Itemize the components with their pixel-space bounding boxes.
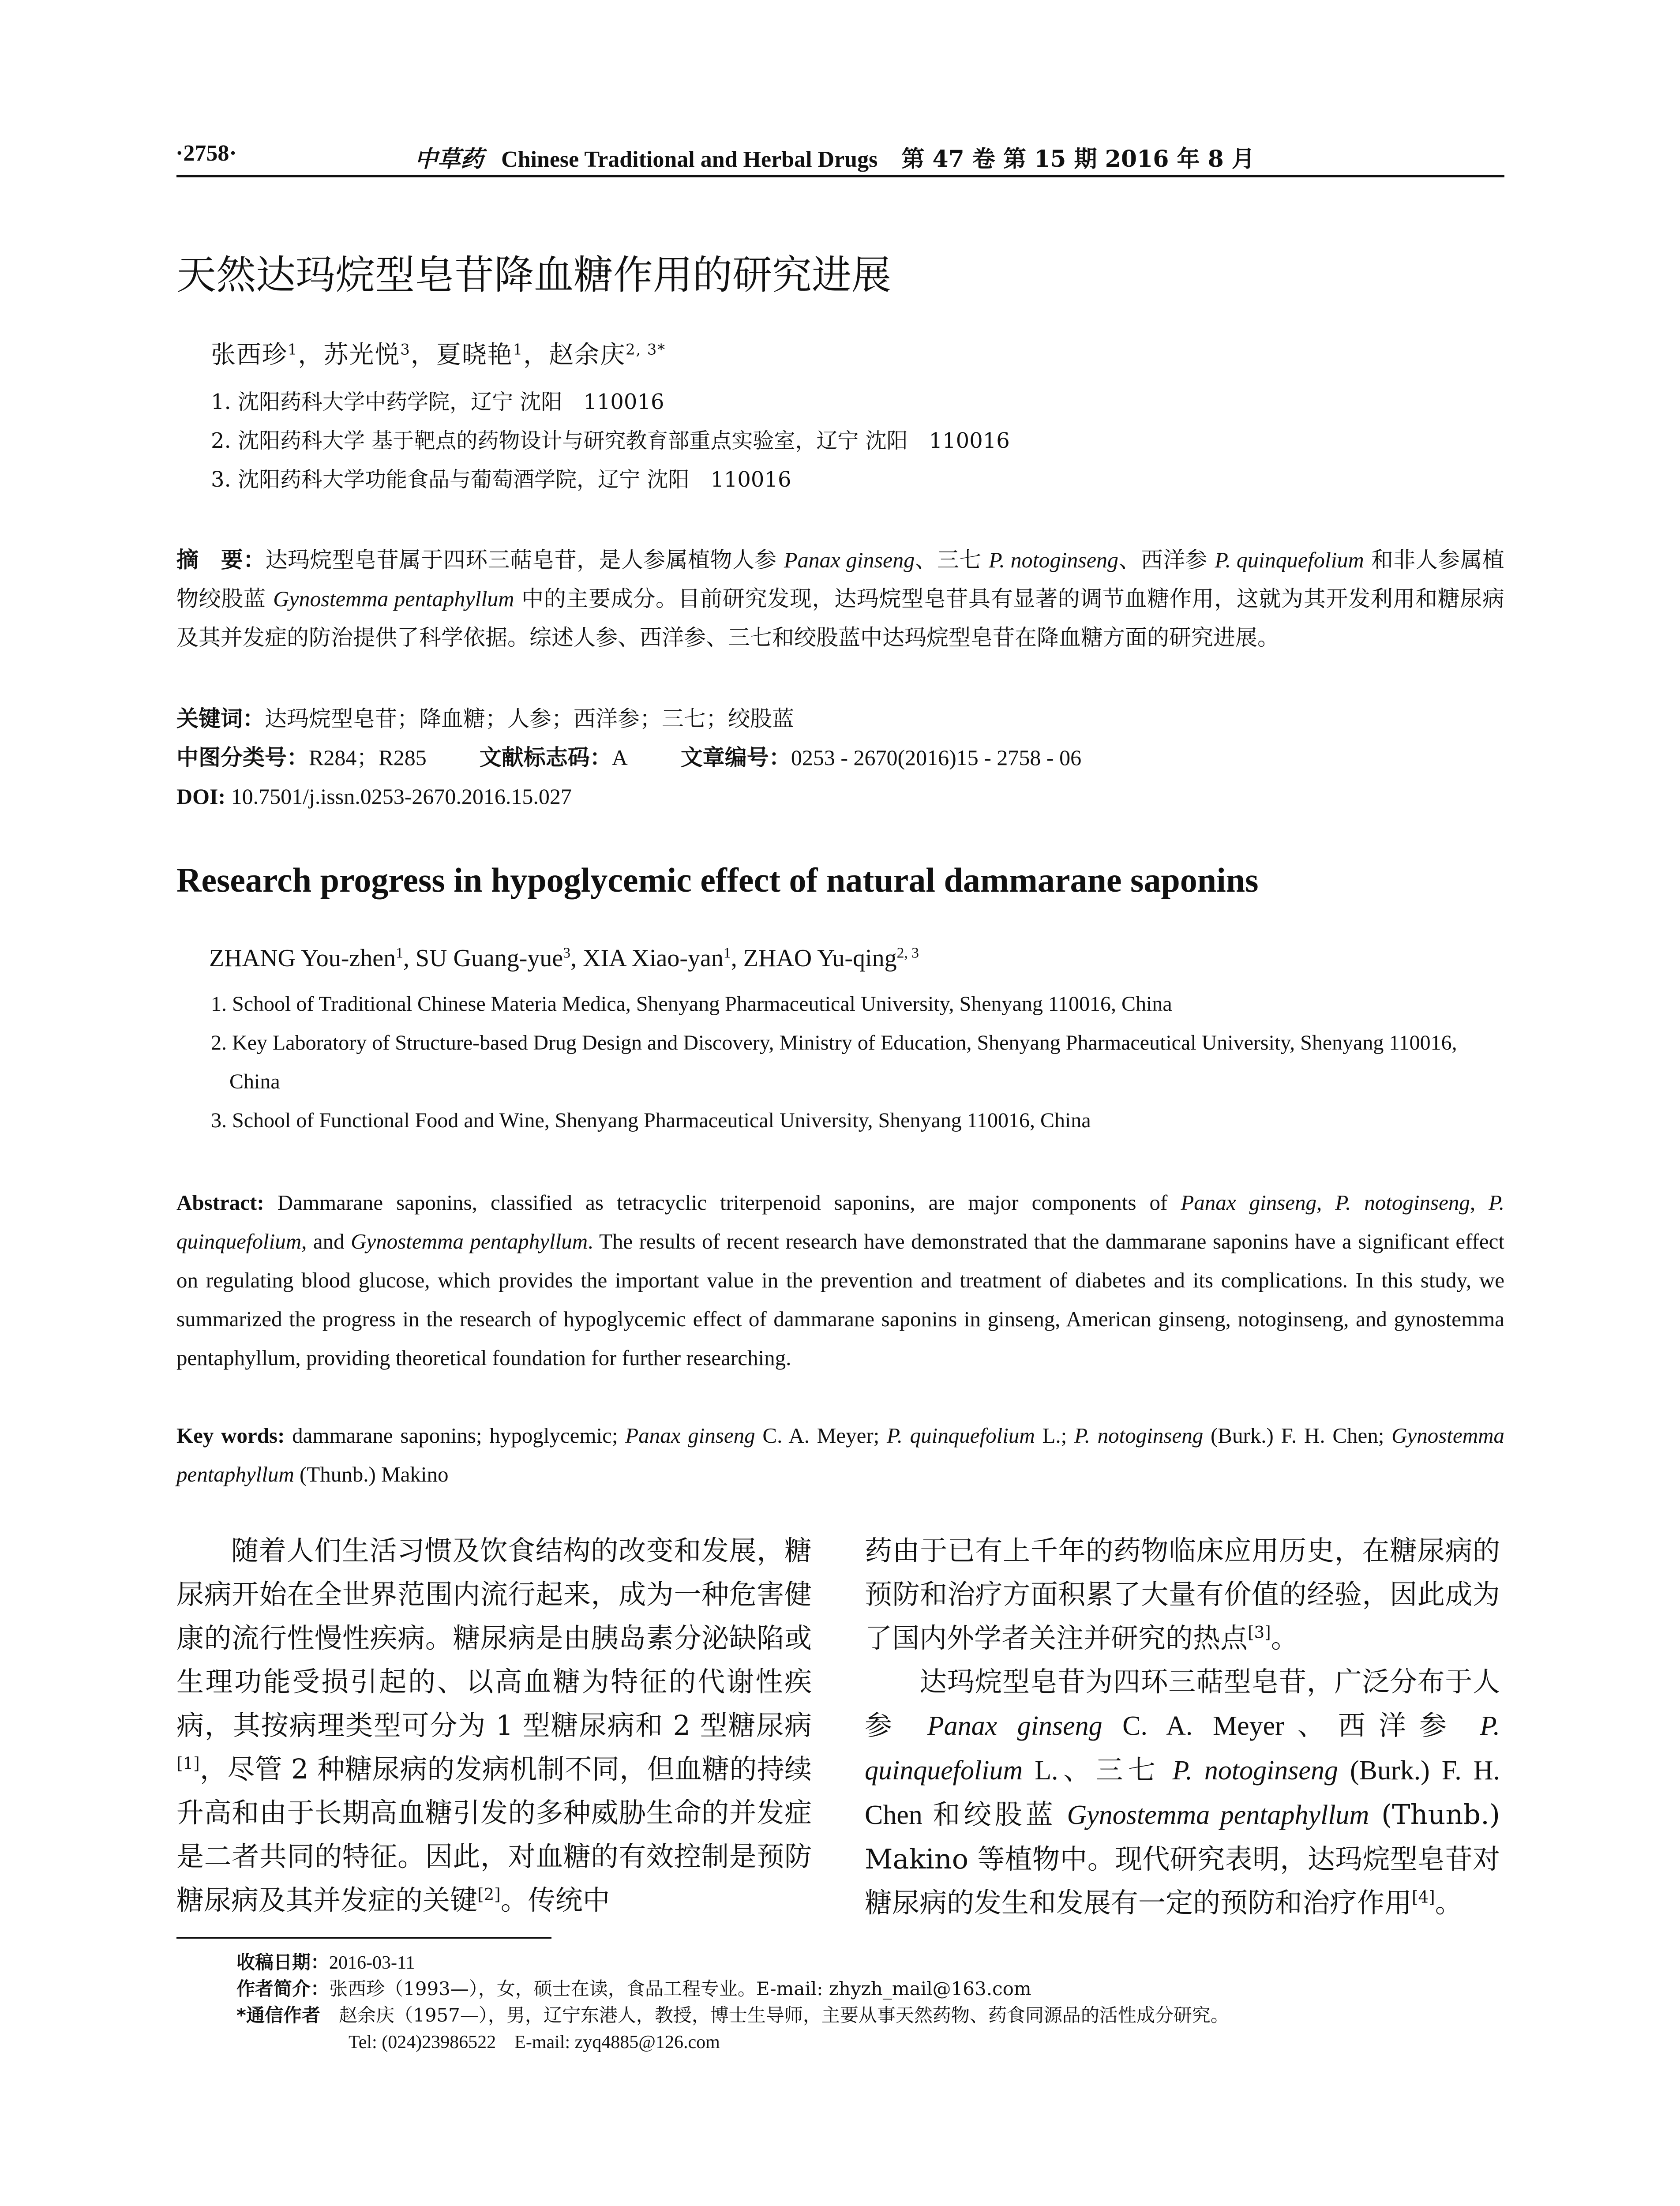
- citation-4[interactable]: [4]: [1412, 1887, 1435, 1907]
- affiliation-en-1: 1. School of Traditional Chinese Materia Medica, Shenyang Pharmaceutical University, Shenyang 110016, China: [211, 992, 1172, 1016]
- doc-code-value: A: [611, 745, 628, 770]
- clc-value: R284；R285: [309, 745, 427, 770]
- abstract-en: Abstract: Dammarane saponins, classified as tetracyclic triterpenoid saponins, are major components of Panax ginseng, P. notoginseng, P. quinquefolium, and Gynostemma pentaphyllum. The results of recent research have demonstrated that the dammarane saponins have a significant effect on regulating blood glucose, which provides the important value in the prevention and treatment of diabetes and its complications. In this study, we summarized the progress in the research of hypoglycemic effect of dammarane saponins in ginseng, American ginseng, notoginseng, and gynostemma pentaphyllum, providing theoretical foundation for further researching.: [176, 1190, 1505, 1370]
- authors-cn: 张西珍$^1$，苏光悦$^3$，夏晓艳$^1$，赵余庆$^{2, 3*}$: [211, 341, 666, 369]
- clc-label: 中图分类号：: [176, 745, 309, 770]
- author-1-affil: 1: [288, 341, 298, 358]
- body-paragraph-2: 达玛烷型皂苷为四环三萜型皂苷，广泛分布于人参 Panax ginseng C. A. Meyer、西洋参 P. quinquefolium L.、三七 P. notoginseng (Burk.) F. H. Chen 和绞股蓝 Gynostemma pentaphyllum (Thunb.) Makino 等植物中。现代研究表明，达玛烷型皂苷对糖尿病的发生和发展有一定的预防和治疗作用[4]。: [865, 1666, 1500, 1919]
- keywords-en-label: Key words:: [176, 1423, 285, 1448]
- article-no-value: 0253 - 2670(2016)15 - 2758 - 06: [791, 745, 1082, 770]
- keywords-cn-text: 达玛烷型皂苷；降血糖；人参；西洋参；三七；绞股蓝: [265, 706, 794, 732]
- authors-en: ZHANG You-zhen$^1$, SU Guang-yue$^3$, XIA Xiao-yan$^1$, ZHAO Yu-qing$^{2, 3}$: [209, 945, 919, 972]
- journal-name-en: Chinese Traditional and Herbal Drugs: [501, 147, 878, 172]
- affiliation-cn-3: 3. 沈阳药科大学功能食品与葡萄酒学院，辽宁 沈阳 110016: [211, 467, 791, 492]
- affiliation-cn-1: 1. 沈阳药科大学中药学院，辽宁 沈阳 110016: [211, 390, 664, 414]
- author-1: 张西珍: [211, 341, 288, 369]
- doi-label: DOI:: [176, 784, 226, 809]
- issue-info: 第 47 卷 第 15 期 2016 年 8 月: [901, 146, 1255, 173]
- body-paragraph-continued: 药由于已有上千年的药物临床应用历史，在糖尿病的预防和治疗方面积累了大量有价值的经验，因此成为了国内外学者关注并研究的热点[3]。: [865, 1534, 1500, 1654]
- abstract-en-label: Abstract:: [176, 1190, 264, 1215]
- author-4-affil: 2, 3*: [626, 341, 666, 358]
- affiliation-cn-2: 2. 沈阳药科大学 基于靶点的药物设计与研究教育部重点实验室，辽宁 沈阳 110016: [211, 428, 1010, 453]
- footnote-rule: [176, 1937, 551, 1939]
- author-2: 苏光悦: [323, 341, 401, 369]
- keywords-cn: [176, 699, 1504, 738]
- header-rule: [176, 175, 1504, 177]
- title-en: Research progress in hypoglycemic effect of natural dammarane saponins: [176, 861, 1259, 899]
- classification-line: [176, 738, 1504, 777]
- footnote-contact: Tel: (024)23986522 E-mail: zyq4885@126.com: [349, 2032, 720, 2052]
- journal-header: [415, 140, 1255, 173]
- author-4: 赵余庆: [549, 341, 626, 369]
- author-3: 夏晓艳: [436, 341, 513, 369]
- page-number: ·2758·: [176, 141, 237, 166]
- citation-2[interactable]: [2]: [477, 1884, 501, 1904]
- citation-3[interactable]: [3]: [1248, 1622, 1271, 1642]
- journal-name-cn: 中草药: [415, 146, 484, 173]
- body-column-left: 随着人们生活习惯及饮食结构的改变和发展，糖尿病开始在全世界范围内流行起来，成为一种危害健康的流行性慢性疾病。糖尿病是由胰岛素分泌缺陷或生理功能受损引起的、以高血糖为特征的代谢性疾病，其按病理类型可分为 1 型糖尿病和 2 型糖尿病[1]，尽管 2 种糖尿病的发病机制不同，但血糖的持续升高和由于长期高血糖引发的多种威胁生命的并发症是二者共同的特征。因此，对血糖的有效控制是预防糖尿病及其并发症的关键[2]。传统中: [176, 1534, 812, 1916]
- keywords-cn-label: 关键词：: [176, 706, 265, 732]
- keywords-en: Key words: dammarane saponins; hypoglycemic; Panax ginseng C. A. Meyer; P. quinquefolium L.; P. notoginseng (Burk.) F. H. Chen; Gynostemma pentaphyllum (Thunb.) Makino: [176, 1423, 1504, 1486]
- abstract-cn-label: 摘 要：: [176, 547, 266, 573]
- footnote-corresponding: *通信作者 赵余庆（1957—），男，辽宁东港人，教授，博士生导师，主要从事天然药物、药食同源品的活性成分研究。: [236, 2004, 1229, 2026]
- doi-line: [176, 777, 1504, 816]
- abstract-cn: 摘 要：达玛烷型皂苷属于四环三萜皂苷，是人参属植物人参 Panax ginseng、三七 P. notoginseng、西洋参 P. quinquefolium 和非人参属植物绞股蓝 Gynostemma pentaphyllum 中的主要成分。目前研究发现，达玛烷型皂苷具有显著的调节血糖作用，这就为其开发利用和糖尿病及其并发症的防治提供了科学依据。综述人参、西洋参、三七和绞股蓝中达玛烷型皂苷在降血糖方面的研究进展。: [176, 547, 1504, 650]
- affiliation-en-2: 2. Key Laboratory of Structure-based Drug Design and Discovery, Ministry of Education, Shenyang Pharmaceutical University, Shenyang 110016, China: [211, 1031, 1457, 1093]
- article-no-label: 文章编号：: [680, 745, 791, 770]
- author-2-affil: 3: [400, 341, 411, 358]
- doc-code-label: 文献标志码：: [479, 745, 612, 770]
- citation-1[interactable]: [1]: [176, 1753, 200, 1773]
- author-3-affil: 1: [513, 341, 524, 358]
- title-cn: 天然达玛烷型皂苷降血糖作用的研究进展: [176, 252, 891, 298]
- footnote-author-bio: 作者简介：张西珍（1993—），女，硕士在读，食品工程专业。E-mail: zhyzh_mail@163.com: [236, 1978, 1031, 2000]
- footnote-received: 收稿日期：2016-03-11: [236, 1951, 415, 1973]
- body-column-right: [865, 1529, 1500, 1925]
- affiliation-en-3: 3. School of Functional Food and Wine, Shenyang Pharmaceutical University, Shenyang 110016, China: [211, 1109, 1091, 1132]
- doi-link[interactable]: 10.7501/j.issn.0253-2670.2016.15.027: [225, 784, 572, 809]
